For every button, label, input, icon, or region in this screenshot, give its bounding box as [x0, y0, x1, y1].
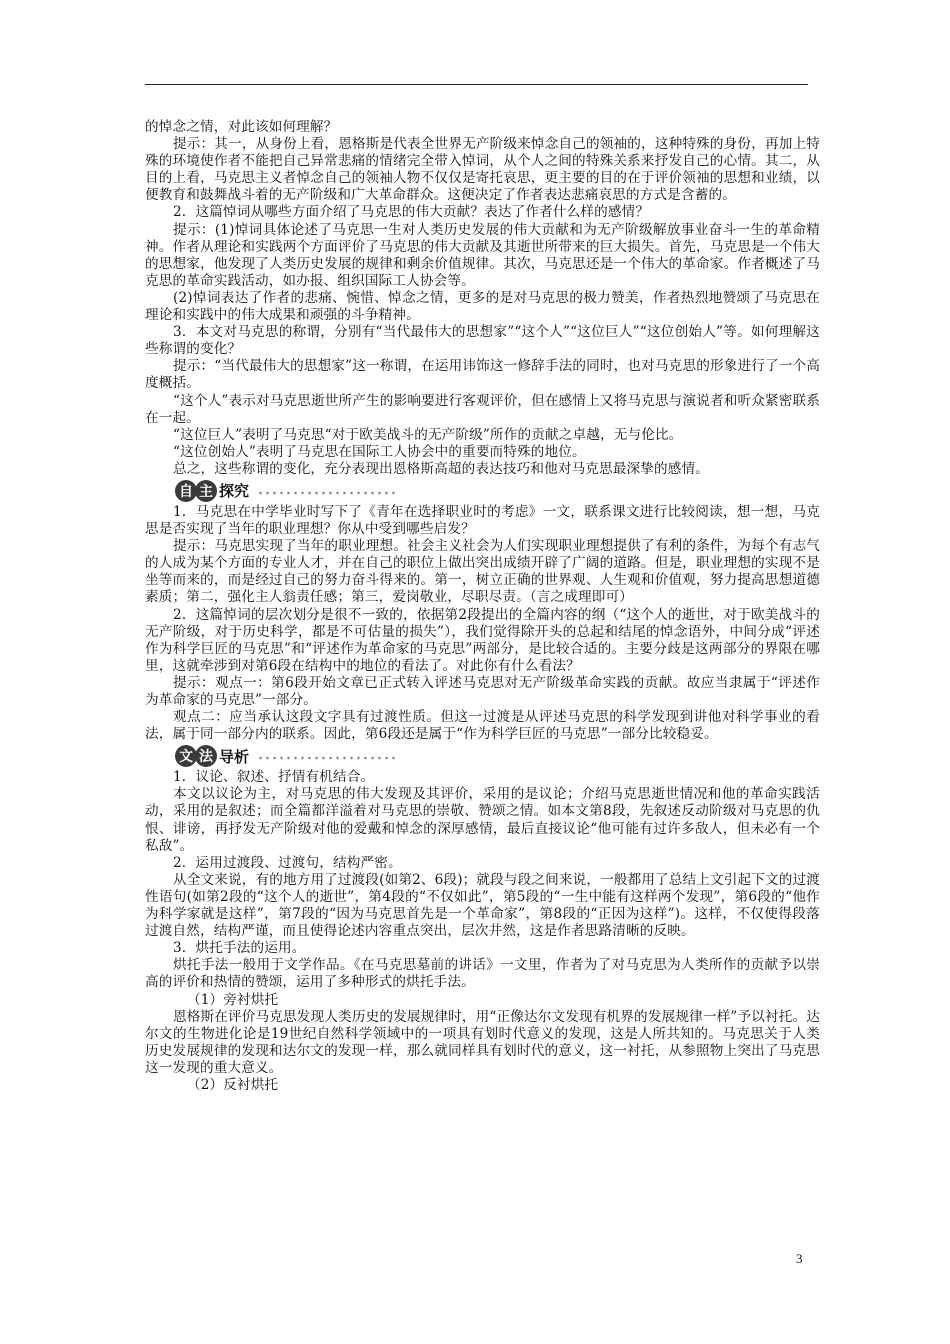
paragraph-group — [145, 504, 820, 743]
paragraph: 本文以议论为主，对马克思的伟大发现及其评价，采用的是议论；介绍马克思逝世情况和他的革命实践活动，采用的是叙述；而全篇都洋溢着对马克思的崇敬、赞颂之情。如本文第8段，先叙述反动阶级对马克思的仇恨、诽谤，再抒发无产阶级对他的爱戴和悼念的深厚感情，最后直接议论“他可能有过许多敌人，但未必有一个私敌”。 — [145, 786, 820, 854]
paragraph: 3．本文对马克思的称谓，分别有“当代最伟大的思想家”“这个人”“这位巨人”“这位创始人”等。如何理解这些称谓的变化？ — [145, 324, 820, 358]
paragraph-group — [145, 119, 820, 478]
section-heading-autonomous-inquiry — [175, 478, 820, 504]
page-number: 3 — [796, 1251, 803, 1266]
paragraph: “这位创始人”表明了马克思在国际工人协会中的重要而特殊的地位。 — [173, 443, 586, 460]
paragraph: 烘托手法一般用于文学作品。《在马克思墓前的讲话》一文里，作者为了对马克思为人类所作的贡献予以崇高的评价和热情的赞颂，运用了多种形式的烘托手法。 — [145, 957, 820, 991]
page-content — [145, 119, 820, 1094]
paragraph: 2．这篇悼词的层次划分是很不一致的，依据第2段提出的全篇内容的纲（“这个人的逝世，对于欧美战斗的无产阶级，对于历史科学，都是不可估量的损失”），我们觉得除开头的总起和结尾的悼念语外，中间分成“评述作为科学巨匠的马克思”和“评述作为革命家的马克思”两部分，是比较合适的。主要分歧是这两部分的界限在哪里，这就牵涉到对第6段在结构中的地位的看法了。对此你有什么看法？ — [145, 606, 820, 674]
section-title: 导析 — [219, 747, 250, 766]
paragraph: 的悼念之情，对此该如何理解？ — [145, 119, 338, 135]
paragraph: 总之，这些称谓的变化，充分表现出恩格斯高超的表达技巧和他对马克思最深挚的感情。 — [173, 460, 710, 477]
section-title: 探究 — [219, 482, 250, 501]
header-rule — [145, 84, 808, 85]
paragraph: 提示：其一，从身份上看，恩格斯是代表全世界无产阶级来悼念自己的领袖的，这种特殊的身份，再加上特殊的环境使作者不能把自己异常悲痛的情绪完全带入悼词，从个人之间的特殊关系来抒发自己的心情。其二，从目的上看，马克思主义者悼念自己的领袖人物不仅仅是寄托哀思，更主要的目的在于评价领袖的思想和业绩，以便教育和鼓舞战斗着的无产阶级和广大革命群众。这便决定了作者表达悲痛哀思的方式是含蓄的。 — [145, 136, 820, 204]
paragraph-group — [145, 769, 820, 1094]
paragraph: 1．议论、叙述、抒情有机结合。 — [173, 769, 375, 786]
section-badge — [175, 745, 215, 767]
badge-char: 自 — [175, 480, 197, 502]
section-badge — [175, 480, 215, 502]
paragraph: 提示：“当代最伟大的思想家”这一称谓，在运用讳饰这一修辞手法的同时，也对马克思的形象进行了一个高度概括。 — [145, 358, 820, 392]
paragraph: 观点二：应当承认这段文字具有过渡性质。但这一过渡是从评述马克思的科学发现到讲他对科学事业的看法，属于同一部分内的联系。因此，第6段还是属于“作为科学巨匠的马克思”一部分比较稳妥。 — [145, 709, 820, 743]
paragraph: “这个人”表示对马克思逝世所产生的影响要进行客观评价，但在感情上又将马克思与演说者和听众紧密联系在一起。 — [145, 392, 820, 426]
badge-char: 主 — [195, 480, 217, 502]
badge-char: 法 — [195, 745, 217, 767]
paragraph: 提示：(1)悼词具体论述了马克思一生对人类历史发展的伟大贡献和为无产阶级解放事业奋斗一生的革命精神。作者从理论和实践两个方面评价了马克思的伟大贡献及其逝世所带来的巨大损失。首先，马克思是一个伟大的思想家，他发现了人类历史发展的规律和剩余价值规律。其次，马克思还是一个伟大的革命家。作者概述了马克思的革命实践活动，如办报、组织国际工人协会等。 — [145, 221, 820, 289]
paragraph: 2．这篇悼词从哪些方面介绍了马克思的伟大贡献？表达了作者什么样的感情？ — [173, 204, 650, 221]
paragraph: 3．烘托手法的运用。 — [173, 940, 306, 957]
paragraph: 从全文来说，有的地方用了过渡段(如第2、6段)；就段与段之间来说，一般都用了总结上文引起下文的过渡性语句(如第2段的“这个人的逝世”，第4段的“不仅如此”，第5段的“一生中能有这样两个发现”，第6段的“他作为科学家就是这样”，第7段的“因为马克思首先是一个革命家”，第8段的“正因为这样”)。这样，不仅使得段落过渡自然，结构严谨，而且使得论述内容重点突出，层次井然，这是作者思路清晰的反映。 — [145, 871, 820, 940]
paragraph: (2)悼词表达了作者的悲痛、惋惜、悼念之情，更多的是对马克思的极力赞美，作者热烈地赞颂了马克思在理论和实践中的伟大成果和顽强的斗争精神。 — [145, 289, 820, 324]
paragraph: “这位巨人”表明了马克思“对于欧美战斗的无产阶级”所作的贡献之卓越，无与伦比。 — [173, 426, 683, 443]
paragraph: 2．运用过渡段、过渡句，结构严密。 — [173, 854, 402, 871]
paragraph: （1）旁衬烘托 — [187, 991, 279, 1008]
paragraph: 提示：观点一：第6段开始文章已正式转入评述马克思对无产阶级革命实践的贡献。故应当隶属于“评述作为革命家的马克思”一部分。 — [145, 674, 820, 708]
paragraph: 1．马克思在中学毕业时写下了《青年在选择职业时的考虑》一文，联系课文进行比较阅读，想一想，马克思是否实现了当年的职业理想？你从中受到哪些启发？ — [145, 503, 820, 538]
paragraph: 提示：马克思实现了当年的职业理想。社会主义社会为人们实现职业理想提供了有利的条件，为每个有志气的人成为某个方面的专业人才，并在自己的职位上做出突出成绩开辟了广阔的道路。但是，职业理想的实现不是坐等而来的，而是经过自己的努力奋斗得来的。第一，树立正确的世界观、人生观和价值观，努力提高思想道德素质；第二，强化主人翁责任感；第三，爱岗敬业，尽职尽责。（言之成理即可） — [145, 538, 820, 606]
dotted-divider — [257, 491, 397, 495]
dotted-divider — [257, 756, 397, 760]
badge-char: 文 — [175, 745, 197, 767]
section-heading-writing-guide — [175, 743, 820, 769]
paragraph: （2）反衬烘托 — [187, 1076, 279, 1093]
paragraph: 恩格斯在评价马克思发现人类历史的发展规律时，用“正像达尔文发现有机界的发展规律一样”予以衬托。达尔文的生物进化论是19世纪自然科学领域中的一项具有划时代意义的发现，这是人所共知的。马克思关于人类历史发展规律的发现和达尔文的发现一样，那么就同样具有划时代的意义，这一衬托，从参照物上突出了马克思这一发现的重大意义。 — [145, 1008, 820, 1076]
